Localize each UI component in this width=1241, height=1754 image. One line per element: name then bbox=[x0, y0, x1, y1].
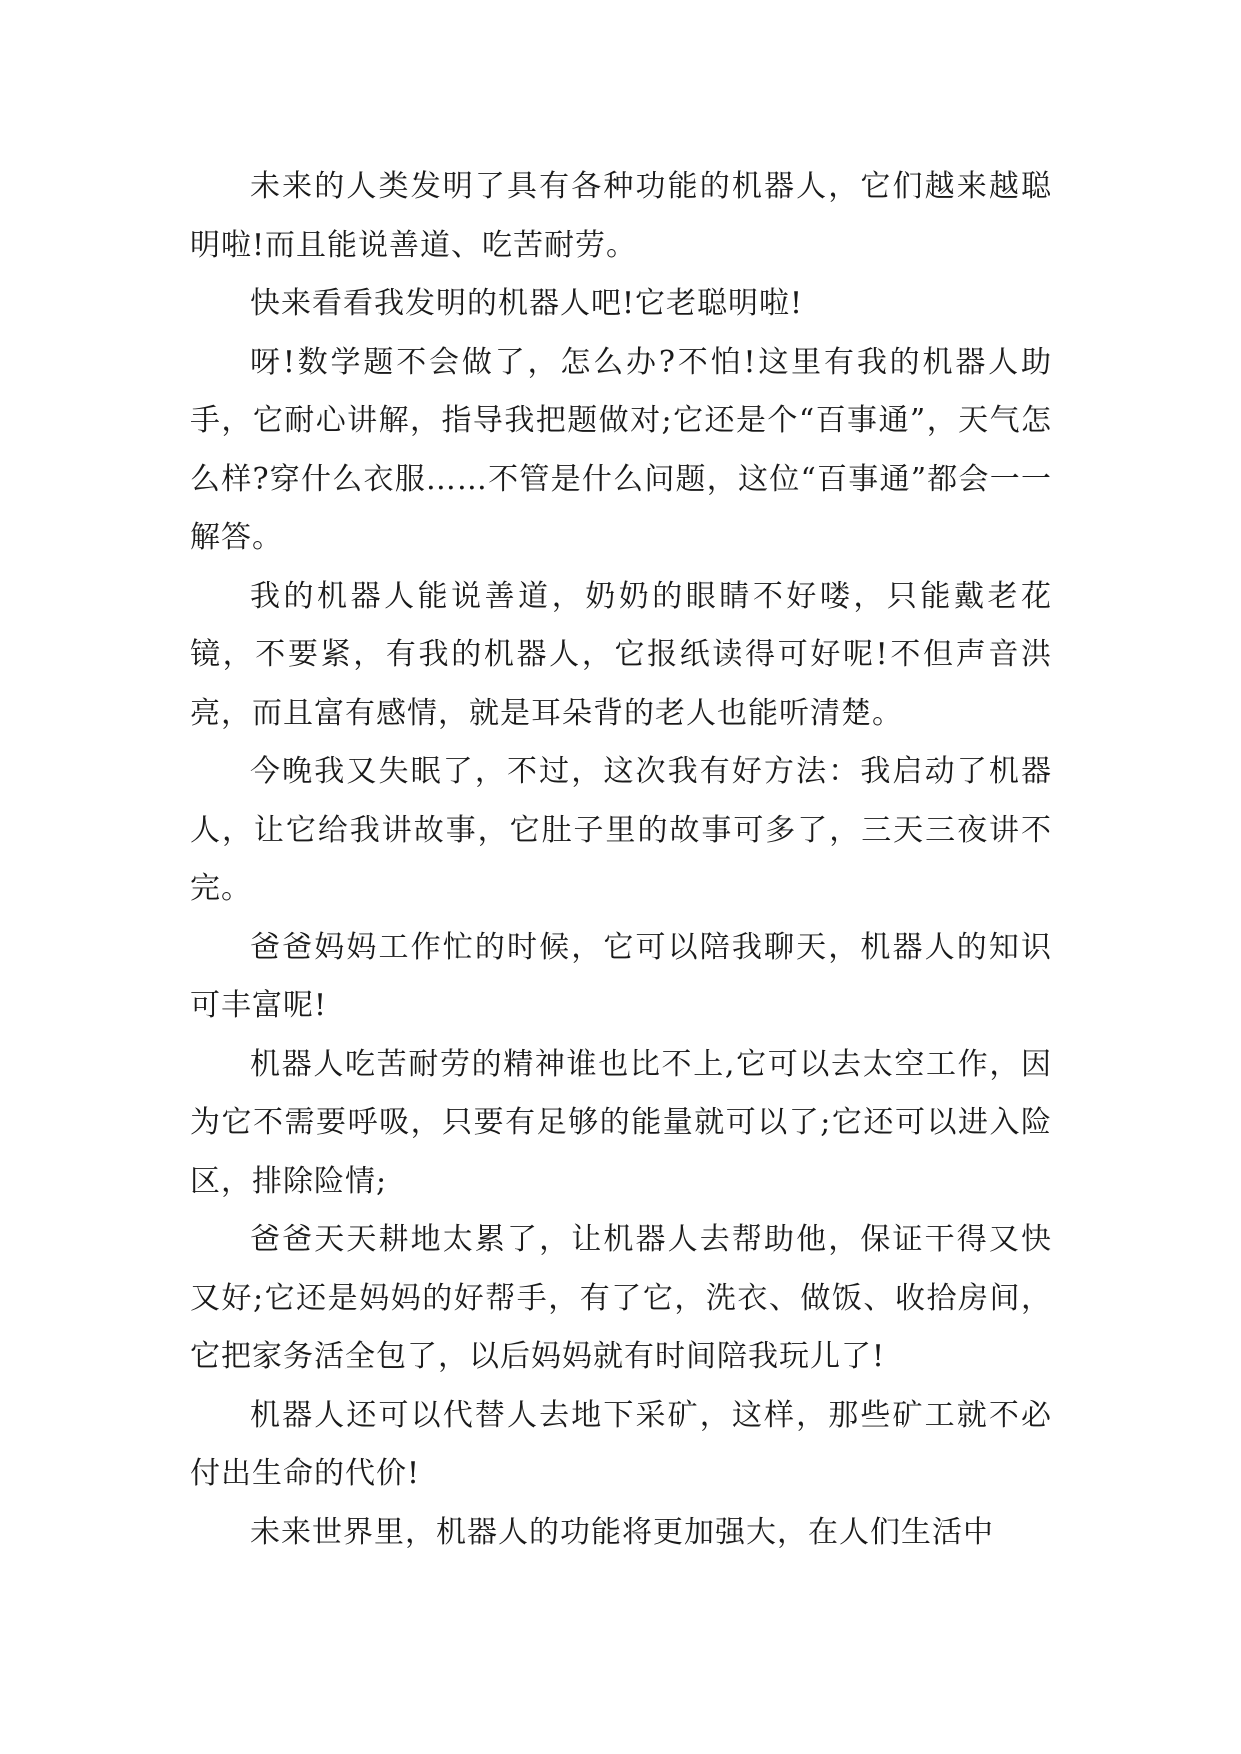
paragraph-7: 机器人吃苦耐劳的精神谁也比不上,它可以去太空工作，因为它不需要呼吸，只要有足够的能量就可以了;它还可以进入险区，排除险情; bbox=[190, 1046, 1052, 1199]
paragraph-1: 未来的人类发明了具有各种功能的机器人，它们越来越聪明啦!而且能说善道、吃苦耐劳。 bbox=[190, 169, 1052, 263]
paragraph-6: 爸爸妈妈工作忙的时候，它可以陪我聊天，机器人的知识可丰富呢! bbox=[190, 929, 1052, 1023]
paragraph-3: 呀!数学题不会做了，怎么办?不怕!这里有我的机器人助手，它耐心讲解，指导我把题做对;它还是个“百事通”，天气怎么样?穿什么衣服……不管是什么问题，这位“百事通”都会一一解答。 bbox=[190, 344, 1052, 555]
paragraph-8: 爸爸天天耕地太累了，让机器人去帮助他，保证干得又快又好;它还是妈妈的好帮手，有了它，洗衣、做饭、收拾房间，它把家务活全包了，以后妈妈就有时间陪我玩儿了! bbox=[190, 1222, 1052, 1374]
document-body bbox=[190, 158, 1052, 1562]
paragraph-10: 未来世界里，机器人的功能将更加强大，在人们生活中 bbox=[250, 1514, 994, 1550]
paragraph-2: 快来看看我发明的机器人吧!它老聪明啦! bbox=[250, 286, 804, 321]
paragraph-5: 今晚我又失眠了，不过，这次我有好方法：我启动了机器人，让它给我讲故事，它肚子里的故事可多了，三天三夜讲不完。 bbox=[190, 754, 1052, 906]
paragraph-9: 机器人还可以代替人去地下采矿，这样，那些矿工就不必付出生命的代价! bbox=[190, 1397, 1052, 1491]
paragraph-4: 我的机器人能说善道，奶奶的眼睛不好喽，只能戴老花镜，不要紧，有我的机器人，它报纸读得可好呢!不但声音洪亮，而且富有感情，就是耳朵背的老人也能听清楚。 bbox=[190, 578, 1052, 731]
